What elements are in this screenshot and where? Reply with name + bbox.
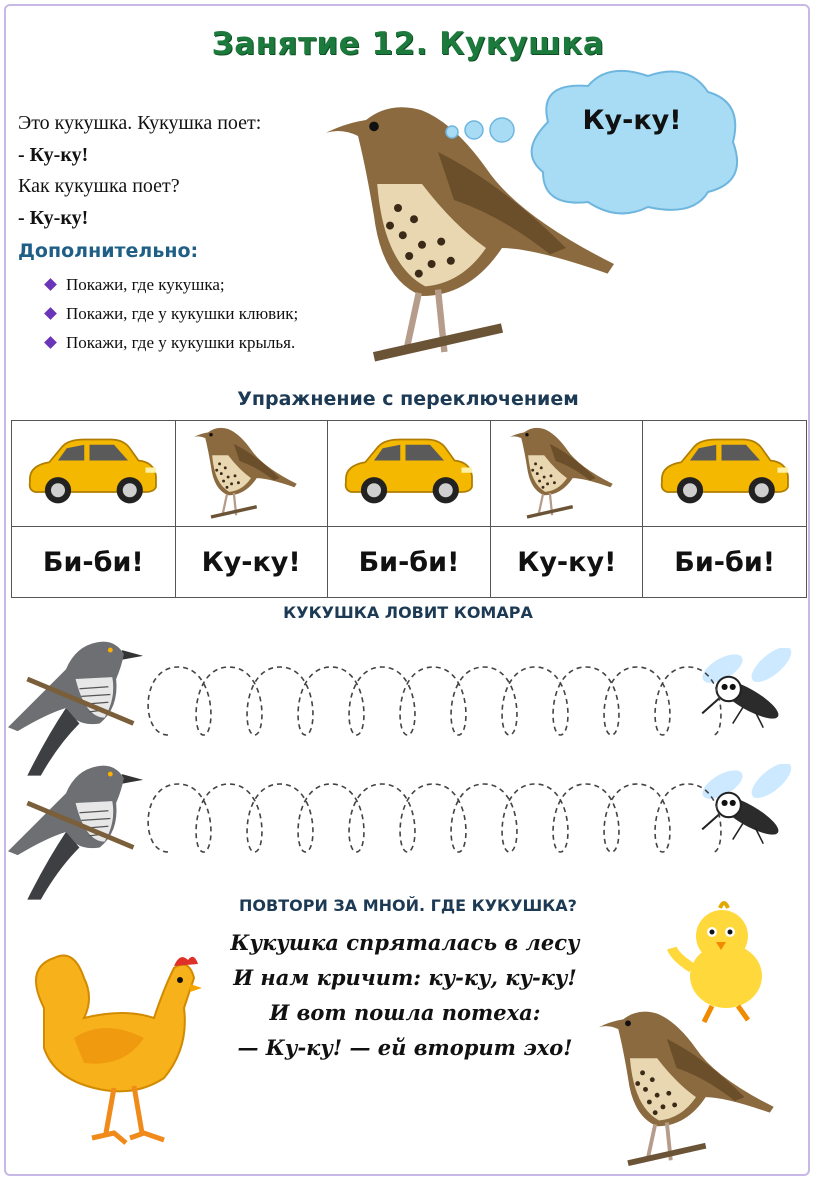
- extra-heading: Дополнительно:: [18, 240, 199, 262]
- table-cell-label: Би-би!: [643, 527, 807, 598]
- hen-image: [14, 948, 204, 1158]
- table-cell-label: Би-би!: [327, 527, 491, 598]
- thrush-image: [596, 1000, 796, 1170]
- intro-line: Это кукушка. Кукушка поет:: [18, 112, 262, 134]
- page-title: Занятие 12. Кукушка: [211, 26, 605, 62]
- tracing-heading: КУКУШКА ЛОВИТ КОМАРА: [283, 603, 533, 622]
- list-item: Покажи, где у кукушки клювик;: [46, 299, 298, 328]
- bubble-text: Ку-ку!: [582, 105, 682, 136]
- list-item: Покажи, где кукушка;: [46, 270, 298, 299]
- poem-line: Кукушка спряталась в лесу: [230, 930, 580, 955]
- intro-line: - Ку-ку!: [18, 206, 89, 229]
- poem: [190, 925, 620, 1065]
- poem-line: — Ку-ку! — ей вторит эхо!: [237, 1035, 573, 1060]
- repeat-heading: ПОВТОРИ ЗА МНОЙ. ГДЕ КУКУШКА?: [239, 896, 577, 915]
- list-item: Покажи, где у кукушки крылья.: [46, 328, 298, 357]
- table-cell-label: Би-би!: [12, 527, 176, 598]
- poem-line: И нам кричит: ку-ку, ку-ку!: [233, 965, 577, 990]
- exercise-heading: Упражнение с переключением: [237, 388, 579, 410]
- intro-line: - Ку-ку!: [18, 143, 89, 166]
- table-cell-label: Ку-ку!: [175, 527, 327, 598]
- table-cell-label: Ку-ку!: [491, 527, 643, 598]
- poem-line: И вот пошла потеха:: [269, 1000, 541, 1025]
- intro-line: Как кукушка поет?: [18, 175, 180, 197]
